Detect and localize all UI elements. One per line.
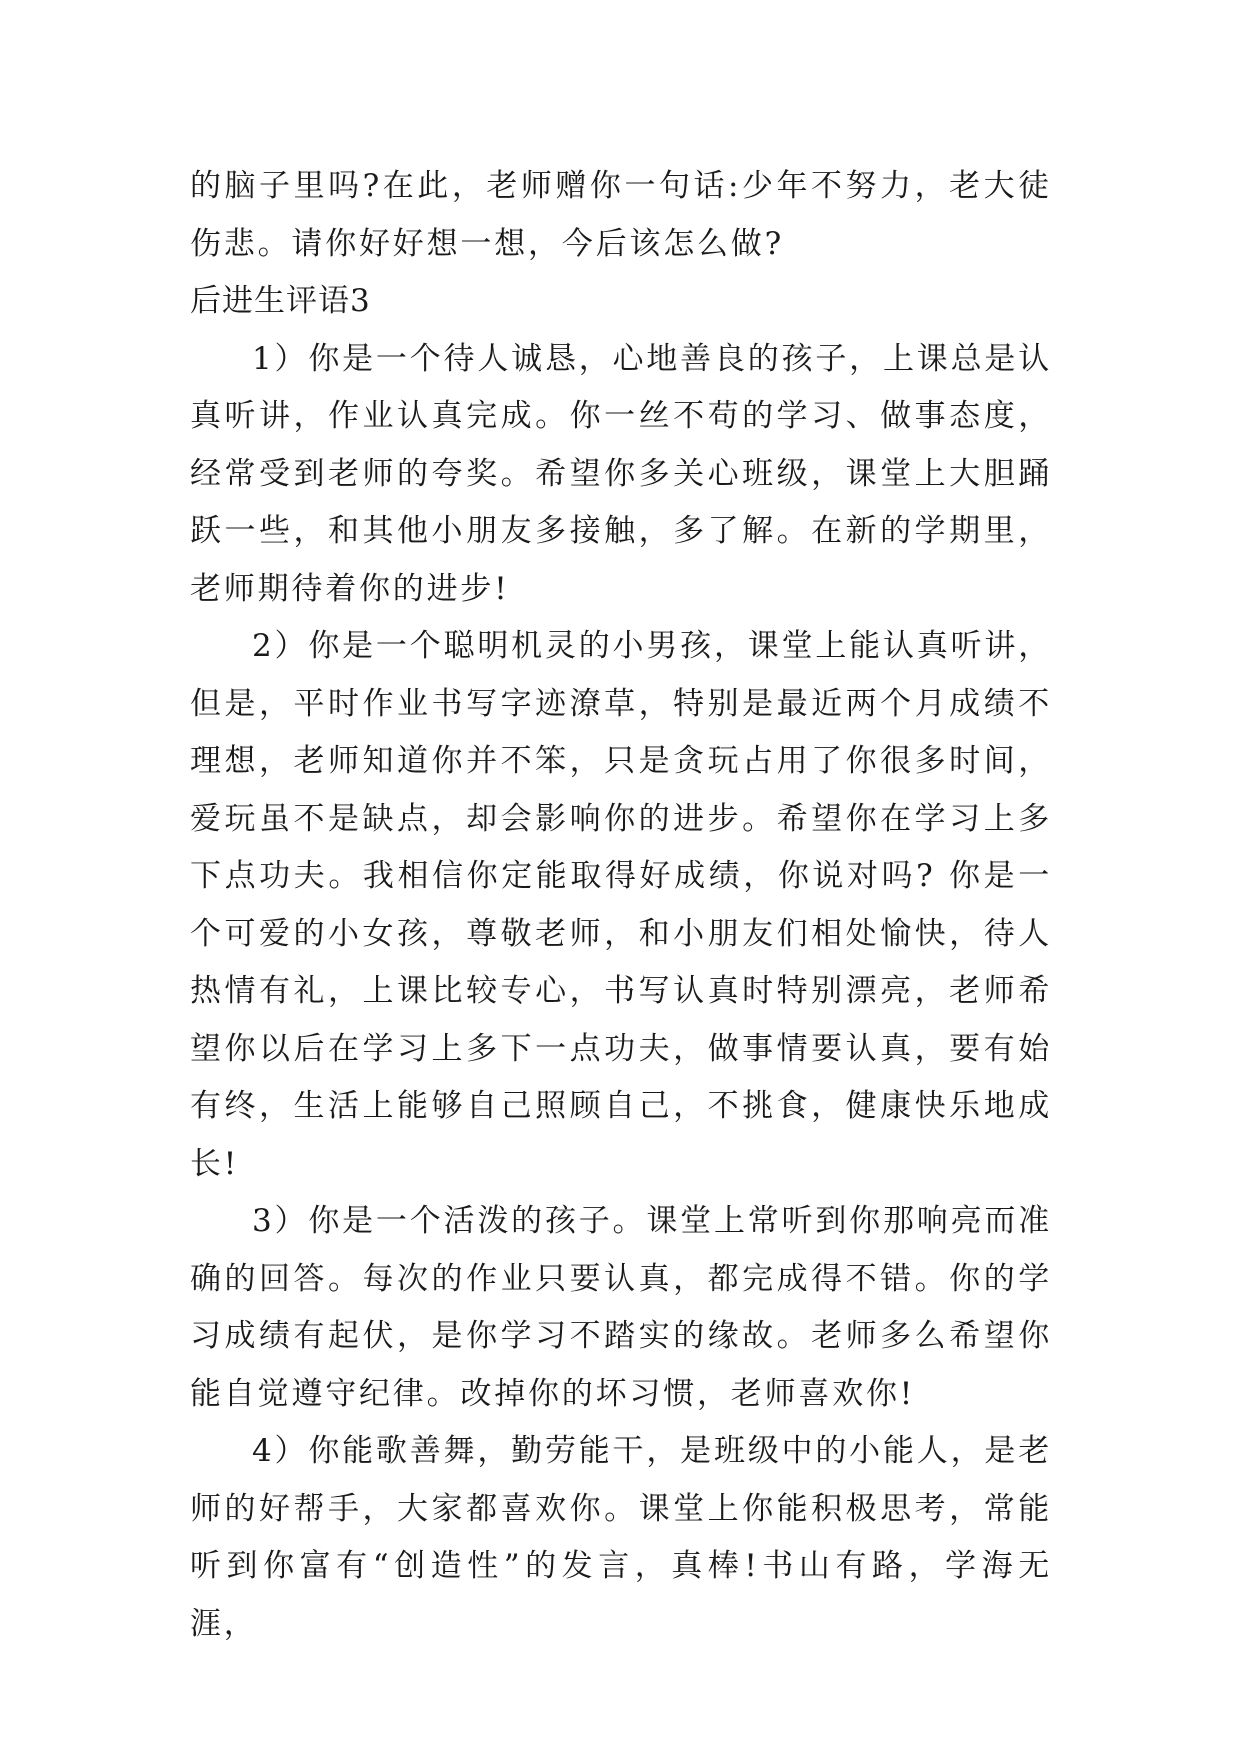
comment-paragraph-1: 1）你是一个待人诚恳，心地善良的孩子，上课总是认真听讲，作业认真完成。你一丝不苟的学习、做事态度，经常受到老师的夸奖。希望你多关心班级，课堂上大胆踊跃一些，和其他小朋友多接触，多了解。在新的学期里，老师期待着你的进步! (190, 340, 1052, 607)
document-body (190, 158, 1052, 1653)
comment-paragraph-4: 4）你能歌善舞，勤劳能干，是班级中的小能人，是老师的好帮手，大家都喜欢你。课堂上你能积极思考，常能听到你富有“创造性”的发言，真棒!书山有路，学海无涯， (190, 1433, 1052, 1642)
intro-paragraph: 的脑子里吗?在此，老师赠你一句话:少年不努力，老大徒伤悲。请你好好想一想，今后该怎么做? (190, 168, 1052, 262)
comment-paragraph-2: 2）你是一个聪明机灵的小男孩，课堂上能认真听讲，但是，平时作业书写字迹潦草，特别是最近两个月成绩不理想，老师知道你并不笨，只是贪玩占用了你很多时间，爱玩虽不是缺点，却会影响你的进步。希望你在学习上多下点功夫。我相信你定能取得好成绩，你说对吗? 你是一个可爱的小女孩，尊敬老师，和小朋友们相处愉快，待人热情有礼，上课比较专心，书写认真时特别漂亮，老师希望你以后在学习上多下一点功夫，做事情要认真，要有始有终，生活上能够自己照顾自己，不挑食，健康快乐地成长! (190, 628, 1052, 1182)
section-heading: 后进生评语3 (190, 283, 371, 319)
comment-paragraph-3: 3）你是一个活泼的孩子。课堂上常听到你那响亮而准确的回答。每次的作业只要认真，都完成得不错。你的学习成绩有起伏，是你学习不踏实的缘故。老师多么希望你能自觉遵守纪律。改掉你的坏习惯，老师喜欢你! (190, 1203, 1052, 1412)
